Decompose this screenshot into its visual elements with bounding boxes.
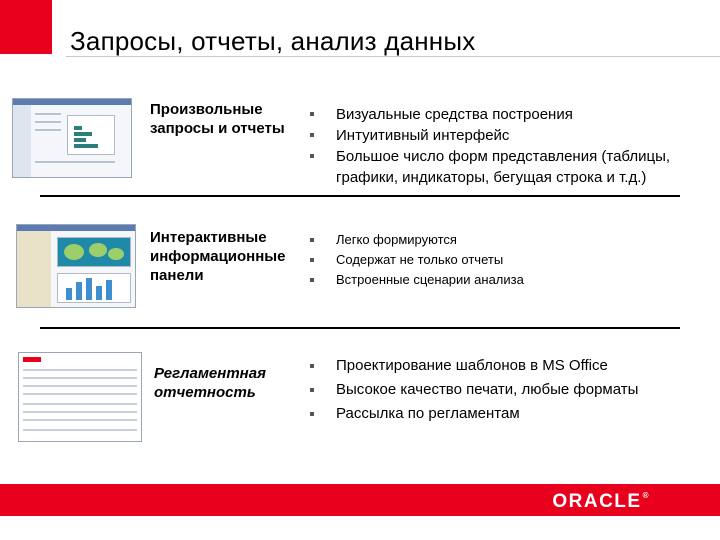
footer-bar [0, 484, 720, 516]
title-rule [66, 56, 720, 57]
bullet-list [310, 230, 690, 290]
dashboard-thumbnail [16, 224, 136, 308]
thumbnail-text-line [23, 403, 137, 405]
thumbnail-text-line [23, 429, 137, 431]
bullet-icon [310, 364, 314, 368]
bullet-icon [310, 388, 314, 392]
bullet-icon [310, 412, 314, 416]
bar-chart-icon [68, 116, 114, 154]
slide-title: Запросы, отчеты, анализ данных [70, 26, 476, 56]
thumbnail-text-line [23, 377, 137, 379]
section-label: Интерактивные информационные панели [150, 229, 286, 284]
bullet-item: Проектирование шаблонов в MS Office [310, 354, 700, 378]
thumbnail-text-line [35, 113, 61, 115]
section-ad-hoc-reports [0, 96, 720, 192]
thumbnail-sidebar [17, 231, 51, 307]
oracle-logo [552, 491, 650, 513]
bullet-icon [310, 258, 314, 262]
thumbnail-header-mark [23, 357, 41, 362]
registered-mark: ® [642, 491, 650, 500]
bullet-item: Большое число форм представления (таблицы, графики, индикаторы, бегущая строка и т.д.) [310, 146, 690, 188]
thumbnail-text-line [23, 393, 137, 395]
bullet-icon [310, 278, 314, 282]
thumbnail-text-line [23, 411, 137, 413]
thumbnail-text-line [35, 161, 115, 163]
scheduled-report-thumbnail [18, 352, 142, 442]
bullet-item: Встроенные сценарии анализа [310, 270, 690, 290]
thumbnail-text-line [23, 419, 137, 421]
ad-hoc-report-thumbnail [12, 98, 132, 178]
thumbnail-text-line [23, 385, 137, 387]
thumbnail-sidebar [13, 105, 31, 177]
bullet-item: Высокое качество печати, любые форматы [310, 378, 700, 402]
section-scheduled-reports [0, 350, 720, 460]
section-dashboards [0, 222, 720, 322]
bullet-icon [310, 112, 314, 116]
bullet-item: Легко формируются [310, 230, 690, 250]
bullet-icon [310, 238, 314, 242]
section-label: Регламентная отчетность [154, 365, 266, 401]
bar-chart-icon [58, 274, 130, 302]
bullet-icon [310, 133, 314, 137]
bullet-icon [310, 154, 314, 158]
thumbnail-chart-panel [67, 115, 115, 155]
bullet-item: Интуитивный интерфейс [310, 125, 690, 146]
world-map-icon [58, 238, 130, 266]
bullet-list [310, 354, 700, 426]
thumbnail-text-line [35, 121, 61, 123]
section-divider [40, 195, 680, 197]
oracle-logo-text: ORACLE [552, 491, 642, 512]
title-corner-block [0, 0, 52, 54]
bullet-item: Рассылка по регламентам [310, 402, 700, 426]
thumbnail-text-line [35, 129, 61, 131]
thumbnail-map-panel [57, 237, 131, 267]
section-divider [40, 327, 680, 329]
section-label: Произвольные запросы и отчеты [150, 101, 285, 137]
bullet-list [310, 104, 690, 188]
thumbnail-chart-panel [57, 273, 131, 303]
bullet-item: Визуальные средства построения [310, 104, 690, 125]
bullet-item: Содержат не только отчеты [310, 250, 690, 270]
thumbnail-text-line [23, 369, 137, 371]
